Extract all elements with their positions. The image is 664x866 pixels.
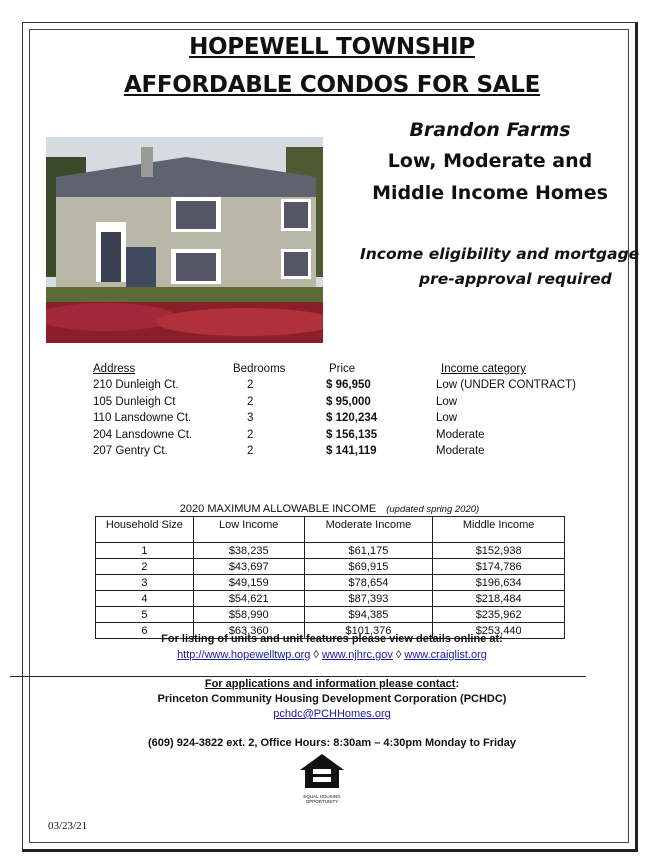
listing-bedrooms: 2 xyxy=(247,379,254,391)
headline-line-3: Middle Income Homes xyxy=(372,182,608,204)
condo-photo xyxy=(46,137,323,343)
cell: $78,654 xyxy=(304,575,433,591)
listing-price: $ 95,000 xyxy=(326,396,371,408)
contact-heading-colon: : xyxy=(455,678,460,690)
listing-bedrooms: 2 xyxy=(247,396,254,408)
header-household-size: Household Size xyxy=(96,517,194,543)
cell: 1 xyxy=(96,543,194,559)
table-row xyxy=(96,591,565,607)
contact-phone-hours: (609) 924-3822 ext. 2, Office Hours: 8:30am – 4:30pm Monday to Friday xyxy=(147,737,517,749)
listing-category: Low xyxy=(436,412,458,424)
contact-heading-text: For applications and information please contact xyxy=(204,678,456,690)
cell: $63,360 xyxy=(193,623,304,639)
cell: $61,175 xyxy=(304,543,433,559)
cell: $87,393 xyxy=(304,591,433,607)
cell: $196,634 xyxy=(433,575,565,591)
listing-price: $ 96,950 xyxy=(326,379,371,391)
cell: $253,440 xyxy=(433,623,565,639)
col-header-income-category: Income category xyxy=(441,363,527,375)
income-table-title xyxy=(95,503,564,515)
listing-price: $ 120,234 xyxy=(326,412,378,424)
table-row xyxy=(96,559,565,575)
link-craiglist[interactable]: www.craiglist.org xyxy=(404,649,487,661)
headline-community: Brandon Farms xyxy=(409,119,571,141)
cell: 6 xyxy=(96,623,194,639)
cell: $174,786 xyxy=(433,559,565,575)
table-row xyxy=(96,543,565,559)
listing-bedrooms: 2 xyxy=(247,445,254,457)
cell: $152,938 xyxy=(433,543,565,559)
col-header-address: Address xyxy=(93,363,136,375)
cell: $101,376 xyxy=(304,623,433,639)
listing-category: Moderate xyxy=(436,429,485,441)
title-line-1: HOPEWELL TOWNSHIP xyxy=(189,34,475,60)
listing-links xyxy=(0,649,664,661)
listing-price: $ 156,135 xyxy=(326,429,378,441)
cell: $69,915 xyxy=(304,559,433,575)
cell: 2 xyxy=(96,559,194,575)
house-icon xyxy=(299,753,345,789)
separator: ◊ xyxy=(395,649,402,661)
listing-address: 207 Gentry Ct. xyxy=(93,445,168,457)
cell: $94,385 xyxy=(304,607,433,623)
header-low-income: Low Income xyxy=(193,517,304,543)
listing-bedrooms: 2 xyxy=(247,429,254,441)
equal-housing-text: EQUAL HOUSING OPPORTUNITY xyxy=(303,794,341,804)
listing-address: 110 Lansdowne Ct. xyxy=(93,412,192,424)
flyer-date: 03/23/21 xyxy=(48,820,88,832)
contact-heading xyxy=(0,678,664,690)
listing-address: 204 Lansdowne Ct. xyxy=(93,429,193,441)
contact-email-link[interactable]: pchdc@PCHHomes.org xyxy=(273,708,391,720)
listing-category: Low (UNDER CONTRACT) xyxy=(436,379,576,391)
link-hopewelltwp[interactable]: http://www.hopewelltwp.org xyxy=(177,649,311,661)
equal-housing-logo xyxy=(298,753,346,804)
cell: $58,990 xyxy=(193,607,304,623)
cell: $38,235 xyxy=(193,543,304,559)
income-limits-table xyxy=(95,516,565,639)
income-title-note: (updated spring 2020) xyxy=(386,504,480,515)
separator: ◊ xyxy=(313,649,319,661)
title-line-2: AFFORDABLE CONDOS FOR SALE xyxy=(123,72,541,98)
listing-category: Low xyxy=(436,396,458,408)
listing-price: $ 141,119 xyxy=(326,445,377,457)
divider xyxy=(10,676,586,677)
listing-address: 105 Dunleigh Ct xyxy=(93,396,176,408)
cell: 4 xyxy=(96,591,194,607)
cell: 3 xyxy=(96,575,194,591)
col-header-bedrooms: Bedrooms xyxy=(233,363,286,375)
eligibility-line-1: Income eligibility and mortgage xyxy=(360,245,640,263)
income-title-text: 2020 MAXIMUM ALLOWABLE INCOME xyxy=(179,503,377,515)
cell: $235,962 xyxy=(433,607,565,623)
eligibility-line-2: pre-approval required xyxy=(419,270,612,288)
listing-address: 210 Dunleigh Ct. xyxy=(93,379,179,391)
cell: $49,159 xyxy=(193,575,304,591)
link-njhrc[interactable]: www.njhrc.gov xyxy=(321,649,393,661)
header-middle-income: Middle Income xyxy=(433,517,565,543)
listing-category: Moderate xyxy=(436,445,485,457)
table-row xyxy=(96,607,565,623)
table-header-row xyxy=(96,517,565,543)
listing-bedrooms: 3 xyxy=(247,412,254,424)
cell: 5 xyxy=(96,607,194,623)
headline-line-2: Low, Moderate and xyxy=(387,150,593,172)
header-moderate-income: Moderate Income xyxy=(304,517,433,543)
cell: $54,621 xyxy=(193,591,304,607)
listing-info-text: For listing of units and unit features please view details online at: xyxy=(161,633,503,645)
col-header-price: Price xyxy=(329,363,356,375)
cell: $218,484 xyxy=(433,591,565,607)
contact-org: Princeton Community Housing Development Corporation (PCHDC) xyxy=(157,693,507,705)
cell: $43,697 xyxy=(193,559,304,575)
table-row xyxy=(96,575,565,591)
